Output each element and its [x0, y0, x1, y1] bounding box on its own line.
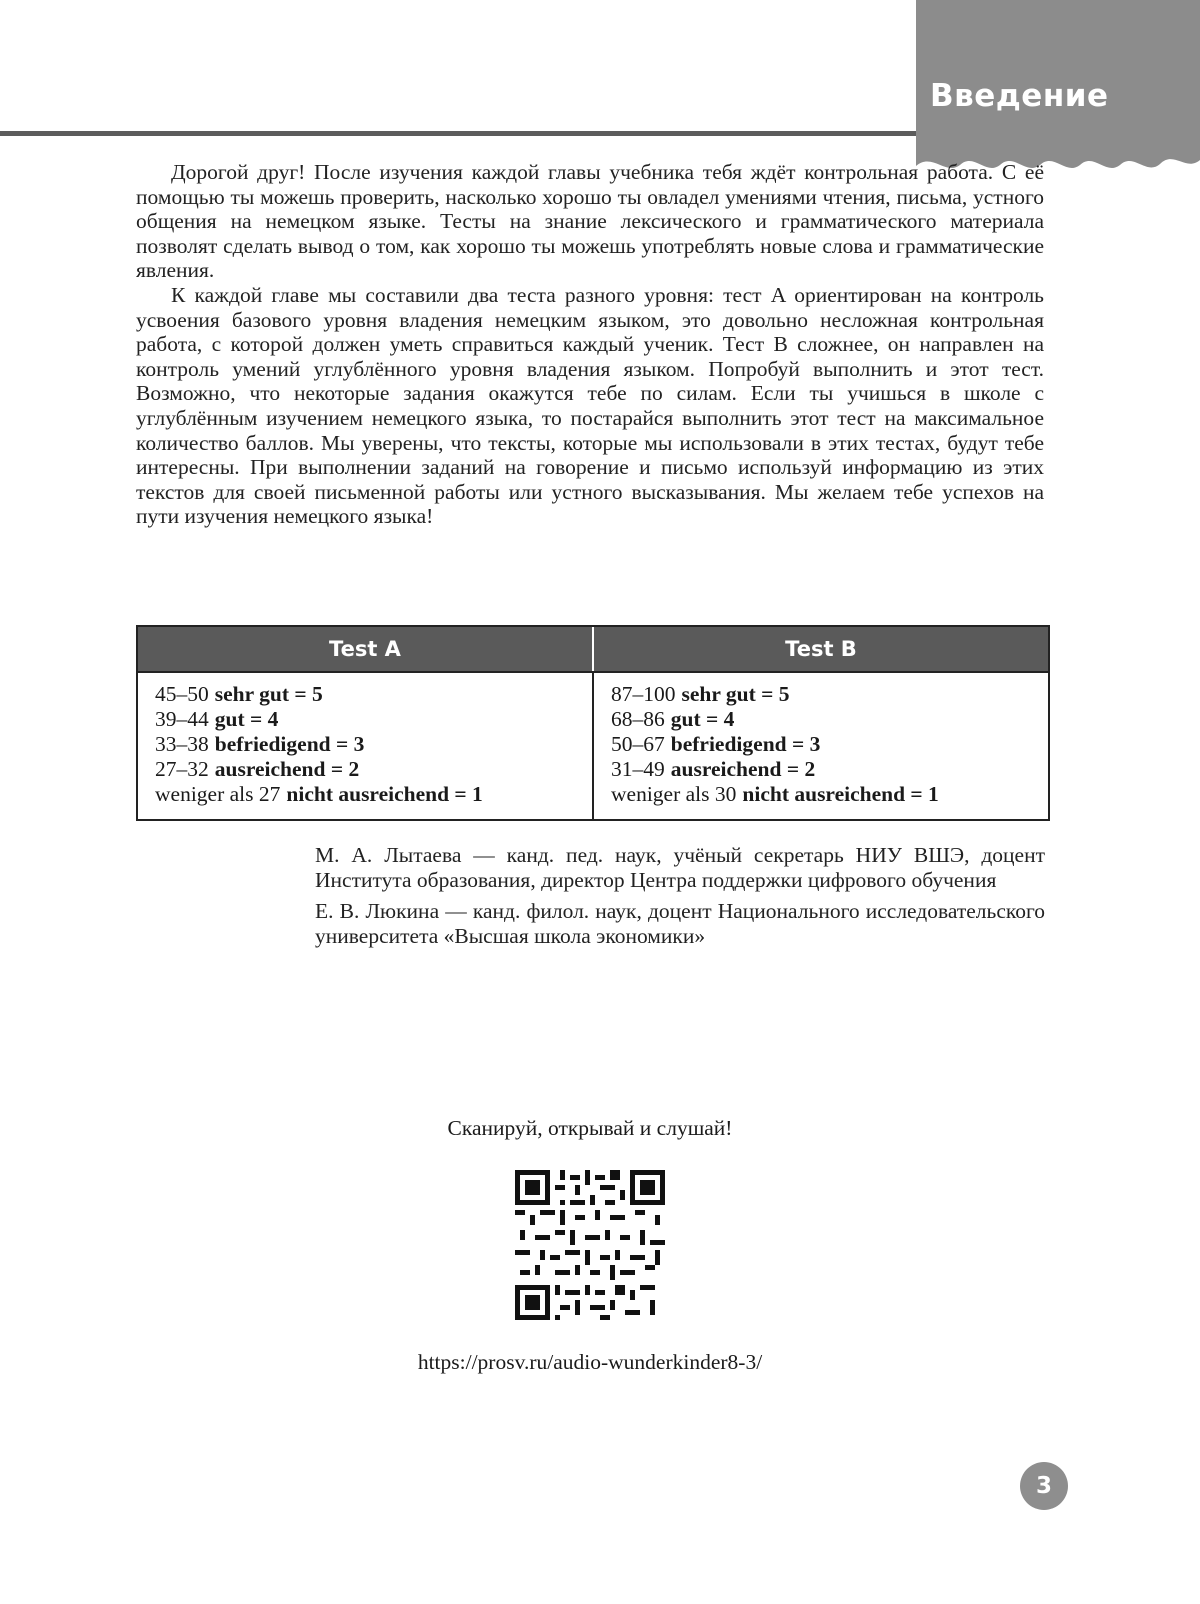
- grade-label: nicht ausreichend = 1: [286, 782, 483, 806]
- score-range: 31–49: [611, 757, 665, 781]
- score-range: weniger als 27: [155, 782, 281, 806]
- score-range: 39–44: [155, 707, 209, 731]
- intro-paragraph: Дорогой друг! После изучения каждой главы учебника тебя ждёт контрольная работа. С её помощью ты можешь проверить, насколько хорошо ты овладел умениями чтения, письма, устного общения на немецком языке. Тесты на знание лексического и грамматического материала позволят сделать вывод о том, как хорошо ты можешь употреблять новые слова и грамматические явления.: [136, 160, 1044, 283]
- score-range: 45–50: [155, 682, 209, 706]
- grading-table-body: [138, 671, 1048, 819]
- grade-row: [611, 757, 1031, 782]
- grade-row: [611, 782, 1031, 807]
- audio-url[interactable]: https://prosv.ru/audio-wunderkinder8-3/: [417, 1350, 763, 1374]
- grade-label: nicht ausreichend = 1: [742, 782, 939, 806]
- chapter-title: Введение: [930, 78, 1109, 114]
- grade-row: [155, 707, 575, 732]
- score-range: 33–38: [155, 732, 209, 756]
- score-range: 27–32: [155, 757, 209, 781]
- score-range: 50–67: [611, 732, 665, 756]
- authors-block: [315, 843, 1045, 955]
- qr-code[interactable]: [515, 1170, 665, 1320]
- grade-label: befriedigend = 3: [670, 732, 821, 756]
- grade-label: ausreichend = 2: [214, 757, 360, 781]
- author-credit: М. А. Лытаева — канд. пед. наук, учёный секретарь НИУ ВШЭ, доцент Института образования, директор Центра поддержки цифрового обучения: [315, 843, 1045, 892]
- score-range: weniger als 30: [611, 782, 737, 806]
- author-credit: Е. В. Люкина — канд. филол. наук, доцент Национального исследовательского университета «Высшая школа экономики»: [315, 899, 1045, 948]
- test-a-header: Test A: [329, 637, 401, 661]
- grade-label: ausreichend = 2: [670, 757, 816, 781]
- score-range: 87–100: [611, 682, 676, 706]
- chapter-tab: [916, 0, 1200, 178]
- grade-label: gut = 4: [670, 707, 735, 731]
- grade-row: [611, 682, 1031, 707]
- test-a-grades: [138, 673, 592, 819]
- intro-text: [136, 160, 1044, 529]
- score-range: 68–86: [611, 707, 665, 731]
- grade-row: [155, 682, 575, 707]
- page-number: 3: [1020, 1462, 1068, 1510]
- grading-table-header: [138, 627, 1048, 671]
- header-rule: [0, 131, 916, 136]
- grade-row: [611, 707, 1031, 732]
- test-b-grades: [592, 673, 1048, 819]
- test-b-header: Test B: [592, 627, 1048, 671]
- grade-row: [155, 757, 575, 782]
- grade-label: gut = 4: [214, 707, 279, 731]
- grade-row: [155, 732, 575, 757]
- scan-caption: Сканируй, открывай и слушай!: [447, 1116, 733, 1140]
- intro-paragraph: К каждой главе мы составили два теста разного уровня: тест A ориентирован на контроль усвоения базового уровня владения немецким языком, это довольно несложная контрольная работа, с которой должен уметь справиться каждый ученик. Тест B сложнее, он направлен на контроль умений углублённого уровня владения языком. Попробуй выполнить и этот тест. Возможно, что некоторые задания окажутся тебе по силам. Если ты учишься в школе с углублённым изучением немецкого языка, то постарайся выполнить этот тест на максимальное количество баллов. Мы уверены, что тексты, которые мы использовали в этих тестах, будут тебе интересны. При выполнении заданий на говорение и письмо используй информацию из этих текстов для своей письменной работы или устного высказывания. Мы желаем тебе успехов на пути изучения немецкого языка!: [136, 282, 1044, 529]
- grading-table: [136, 625, 1050, 821]
- grade-row: [155, 782, 575, 807]
- grade-label: sehr gut = 5: [214, 682, 323, 706]
- grade-label: sehr gut = 5: [681, 682, 790, 706]
- grade-label: befriedigend = 3: [214, 732, 365, 756]
- grade-row: [611, 732, 1031, 757]
